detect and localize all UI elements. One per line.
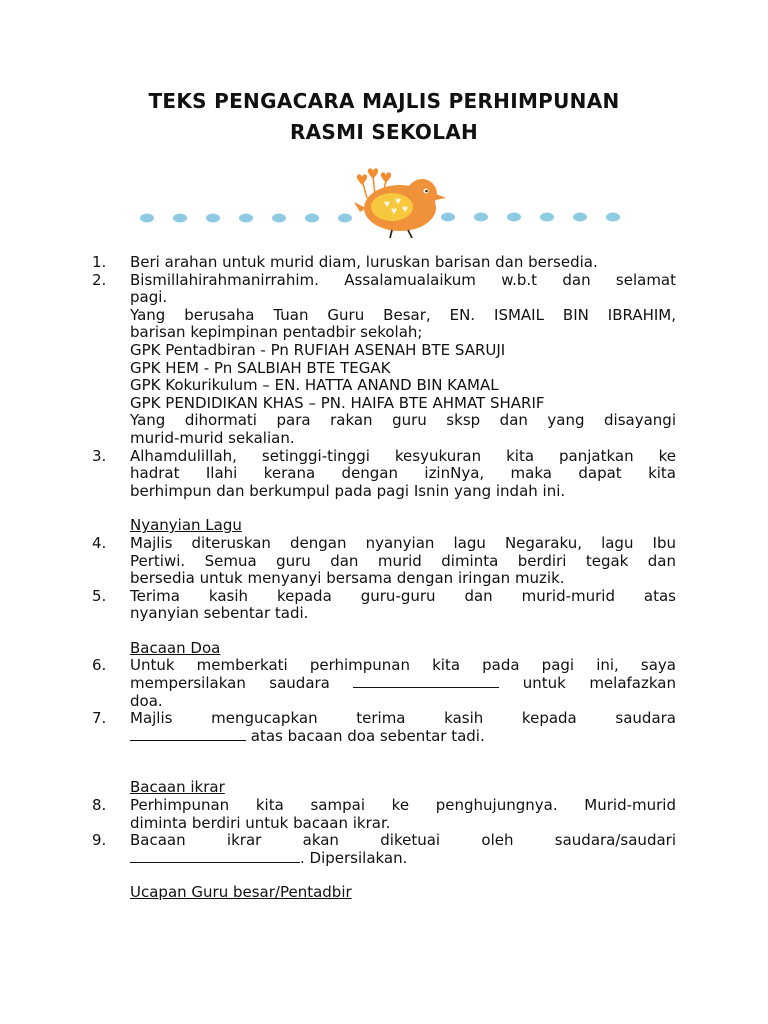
section-heading-ucapan: Ucapan Guru besar/Pentadbir bbox=[130, 883, 352, 902]
document-title bbox=[0, 86, 768, 148]
item-text: Pertiwi. Semua guru dan murid diminta berdiri tegak dan bbox=[130, 551, 676, 570]
item-text: Untuk memberkati perhimpunan kita pada pagi ini, saya bbox=[130, 656, 676, 675]
list-item bbox=[92, 448, 676, 501]
item-text: pagi. bbox=[130, 288, 168, 307]
item-text: Majlis diteruskan dengan nyanyian lagu Negaraku, lagu Ibu bbox=[130, 533, 676, 552]
item-number: 5. bbox=[92, 586, 107, 605]
section-heading-nyanyian: Nyanyian Lagu bbox=[130, 516, 242, 535]
document-body bbox=[92, 254, 676, 902]
list-item bbox=[92, 832, 676, 867]
item-text: hadrat Ilahi kerana dengan izinNya, maka dapat kita bbox=[130, 464, 676, 483]
item-text: berhimpun dan berkumpul pada pagi Isnin yang indah ini. bbox=[130, 481, 566, 500]
item-text: atas bacaan doa sebentar tadi. bbox=[250, 726, 485, 745]
item-number: 3. bbox=[92, 446, 107, 465]
item-number: 1. bbox=[92, 253, 107, 271]
item-text: Yang dihormati para rakan guru sksp dan yang disayangi bbox=[130, 411, 676, 430]
item-text: Majlis mengucapkan terima kasih kepada saudara bbox=[130, 709, 676, 728]
item-text: GPK HEM - Pn SALBIAH BTE TEGAK bbox=[130, 358, 391, 377]
list-item bbox=[92, 254, 676, 272]
item-number: 4. bbox=[92, 533, 107, 552]
item-number: 7. bbox=[92, 709, 107, 728]
section-heading-doa: Bacaan Doa bbox=[130, 638, 221, 657]
title-line-2: RASMI SEKOLAH bbox=[289, 120, 479, 144]
list-item bbox=[92, 797, 676, 832]
item-text: Beri arahan untuk murid diam, luruskan barisan dan bersedia. bbox=[130, 253, 598, 271]
item-text: . Dipersilakan. bbox=[300, 848, 408, 867]
item-text: mempersilakan saudara bbox=[130, 674, 330, 693]
item-text-with-blank bbox=[130, 850, 676, 868]
bird-icon bbox=[354, 168, 446, 238]
item-text: murid-murid sekalian. bbox=[130, 428, 295, 447]
item-text: nyanyian sebentar tadi. bbox=[130, 604, 309, 623]
item-text: doa. bbox=[130, 691, 163, 710]
item-number: 8. bbox=[92, 796, 107, 815]
item-number: 6. bbox=[92, 656, 107, 675]
list-item bbox=[92, 710, 676, 745]
item-text: Terima kasih kepada guru-guru dan murid-murid atas bbox=[130, 586, 676, 605]
item-text: Bacaan ikrar akan diketuai oleh saudara/saudari bbox=[130, 831, 676, 850]
list-item bbox=[92, 657, 676, 710]
list-item bbox=[92, 272, 676, 448]
item-number: 2. bbox=[92, 270, 107, 289]
dotted-line-right bbox=[441, 213, 620, 222]
item-text: bersedia untuk menyanyi bersama dengan iringan muzik. bbox=[130, 569, 565, 588]
item-text: Perhimpunan kita sampai ke penghujungnya. Murid-murid bbox=[130, 796, 676, 815]
item-text: diminta berdiri untuk bacaan ikrar. bbox=[130, 813, 391, 832]
item-text: GPK Pentadbiran - Pn RUFIAH ASENAH BTE SARUJI bbox=[130, 340, 506, 359]
item-text-with-blank bbox=[130, 728, 676, 746]
dotted-line-left bbox=[140, 214, 352, 223]
item-text: barisan kepimpinan pentadbir sekolah; bbox=[130, 323, 423, 342]
fill-in-blank bbox=[130, 728, 246, 741]
item-number: 9. bbox=[92, 831, 107, 850]
list-item bbox=[92, 535, 676, 588]
list-item bbox=[92, 588, 676, 623]
item-text: Bismillahirahmanirrahim. Assalamualaikum w.b.t dan selamat bbox=[130, 270, 676, 289]
bird-ornament-icon bbox=[120, 168, 640, 238]
item-text: GPK PENDIDIKAN KHAS – PN. HAIFA BTE AHMAT SHARIF bbox=[130, 393, 545, 412]
fill-in-blank bbox=[130, 850, 300, 863]
item-text: GPK Kokurikulum – EN. HATTA ANAND BIN KAMAL bbox=[130, 376, 499, 395]
item-text: untuk melafazkan bbox=[522, 674, 676, 693]
fill-in-blank bbox=[353, 675, 499, 688]
item-text: Alhamdulillah, setinggi-tinggi kesyukuran kita panjatkan ke bbox=[130, 446, 676, 465]
title-line-1: TEKS PENGACARA MAJLIS PERHIMPUNAN bbox=[148, 89, 620, 113]
section-heading-ikrar: Bacaan ikrar bbox=[130, 778, 225, 797]
item-text: Yang berusaha Tuan Guru Besar, EN. ISMAIL BIN IBRAHIM, bbox=[130, 305, 676, 324]
item-text-with-blank bbox=[130, 675, 676, 693]
